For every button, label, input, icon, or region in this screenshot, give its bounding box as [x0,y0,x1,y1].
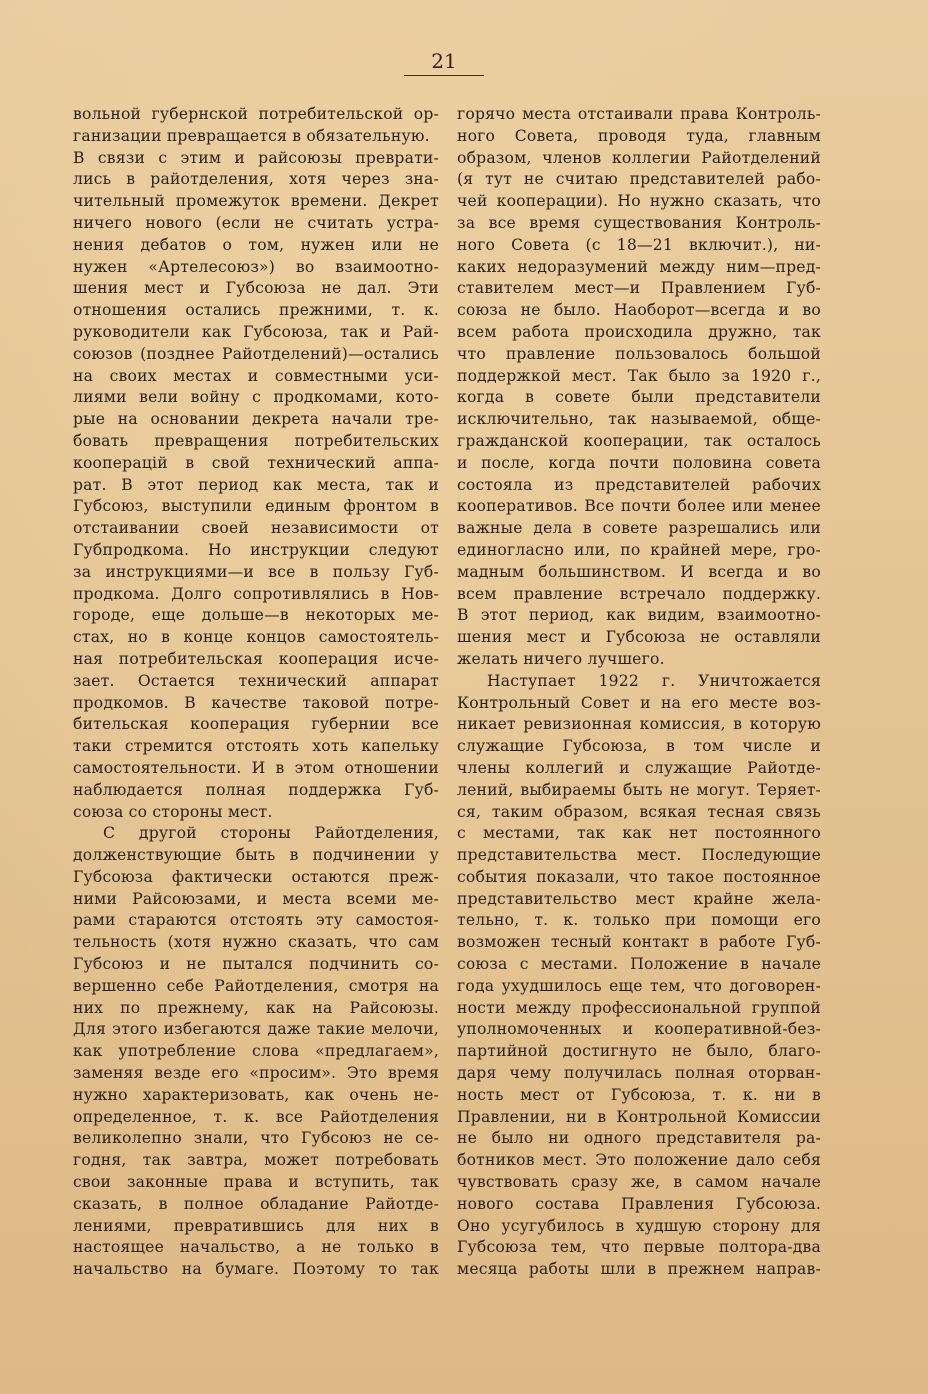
text-line: отстаивании своей независимости от [73,519,439,538]
text-line: члены коллегий и служащие Райотде- [457,758,821,777]
text-line: чительный промежуток времени. Декрет [73,192,439,211]
text-line: годня, так завтра, может потребовать [73,1151,439,1170]
text-line: тельно, т. к. только при помощи его [457,911,821,930]
text-line: единогласно или, по крайней мере, гро- [457,540,821,559]
text-line: всем работа происходила дружно, так [457,322,821,341]
text-line: рые на основании декрета начали тре- [73,410,439,429]
text-line: состояла из представителей рабочих [457,475,821,494]
text-line: сказать, в полное обладание Райотде- [73,1194,439,1213]
text-line: кооперацій в свой технический аппа- [73,453,439,472]
text-line: союза с местами. Положение в начале [457,955,821,974]
text-line: возможен тесный контакт в работе Губ- [457,933,821,952]
text-line: представительство мест крайне жела- [457,889,821,908]
text-line: Губпродкома. Но инструкции следуют [73,540,439,559]
text-line: горячо места отстаивали права Контроль- [457,105,821,123]
text-line: рами стараются отстоять эту самостоя- [73,911,439,930]
text-line: определенное, т. к. все Райотделения [73,1107,439,1126]
text-line: ности между профессиональной группой [457,998,821,1017]
text-line: настоящее начальство, а не только в [73,1238,439,1257]
text-line: служащие Губсоюза, в том числе и [457,737,821,756]
text-line: Губсоюз и не пытался подчинить со- [73,955,439,974]
text-line: чувствовать сразу же, в самом начале [457,1173,821,1192]
text-line: что правление пользовалось большой [457,344,821,363]
text-line: и после, когда почти половина совета [457,453,821,472]
text-line: Для этого избегаются даже такие мелочи, [73,1020,439,1039]
text-line: когда в совете были представители [457,388,821,407]
text-line: ними Райсоюзами, и места всеми ме- [73,889,439,908]
text-line: таки стремится отстоять хоть капельку [73,737,439,756]
text-line: великолепно знали, что Губсоюз не се- [73,1129,439,1148]
text-line: ность мест от Губсоюза, т. к. ни в [457,1085,821,1104]
text-line: нения дебатов о том, нужен или не [73,235,439,254]
text-line: Правлении, ни в Контрольной Комиссии [457,1107,821,1126]
text-line: события показали, что такое постоянное [457,867,821,886]
text-line: шения мест и Губсоюза не дал. Эти [73,279,439,298]
text-line: (я тут не считаю представителей рабо- [457,170,821,189]
left-text-column [73,104,439,1281]
text-line: рат. В этот период как места, так и [73,475,439,494]
text-line: каких недоразумений между ним—пред- [457,257,821,276]
text-line: даря чему получилась полная оторван- [457,1064,821,1083]
text-line: за все время существования Контроль- [457,213,821,232]
text-line: продкомов. В качестве таковой потре- [73,693,439,712]
text-line: вольной губернской потребительской ор- [73,105,439,123]
text-line: ничего нового (если не считать устра- [73,213,439,232]
page-number-rule [404,75,484,76]
text-line: союза не было. Наоборот—всегда и во [457,301,821,320]
text-line: В этот период, как видим, взаимоотно- [457,606,821,625]
text-line: важные дела в совете разрешались или [457,519,821,538]
text-line: нужен «Артелесоюз») во взаимоотно- [73,257,439,276]
text-line: ная потребительская кооперация исче- [73,649,439,668]
text-line: самостоятельности. И в этом отношении [73,758,439,777]
text-line: лений, выбираемы быть не могут. Теряет- [457,780,821,799]
text-line: лись в райотделения, хотя через зна- [73,170,439,189]
text-line: лениями, превратившись для них в [73,1216,439,1235]
text-line: Оно усугубилось в худшую сторону для [457,1216,821,1235]
text-line: Губсоюза тем, что первые полтора-два [457,1238,821,1257]
text-line: наблюдается полная поддержка Губ- [73,780,439,799]
text-line: ся, таким образом, всякая тесная связь [457,802,821,821]
text-line: всем правление встречало поддержку. [457,584,821,603]
text-line: нового состава Правления Губсоюза. [457,1194,821,1213]
text-line: В связи с этим и райсоюзы преврати- [73,148,439,167]
right-text-column [457,104,821,1281]
text-line: никает ревизионная комиссия, в которую [457,715,821,734]
text-line: Контрольный Совет и на его месте воз- [457,693,821,712]
text-line: уполномоченных и кооперативной-без- [457,1020,821,1039]
text-line: заменяя везде его «просим». Это время [73,1064,439,1083]
text-line: Наступает 1922 г. Уничтожается [487,671,821,690]
text-line: месяца работы шли в прежнем направ- [457,1260,821,1279]
text-line: чей кооперации). Но нужно сказать, что [457,192,821,211]
text-line: бовать превращения потребительских [73,431,439,450]
text-line: шения мест и Губсоюза не оставляли [457,628,821,647]
text-line: ганизации превращается в обязательную. [73,126,430,145]
page-number: 21 [431,49,457,73]
text-line: отношения остались прежними, т. к. [73,301,439,320]
text-line: гражданской кооперации, так осталось [457,431,821,450]
text-line: поддержкой мест. Так было за 1920 г., [457,366,821,385]
text-line: кооперативов. Все почти более или менее [457,497,821,516]
text-line: начальство на бумаге. Поэтому то так [73,1260,439,1279]
text-line: образом, членов коллегии Райотделений [457,148,821,167]
text-line: года ухудшилось еще тем, что договорен- [457,976,821,995]
text-line: ного Совета (с 18—21 включит.), ни- [457,235,821,254]
text-line: бительская кооперация губернии все [73,715,439,734]
text-line: долженствующие быть в подчинении у [73,846,439,865]
text-line: с местами, так как нет постоянного [457,824,821,843]
text-line: ботников мест. Это положение дало себя [457,1151,821,1170]
text-line: Губсоюз, выступили единым фронтом в [73,497,439,516]
text-line: городе, еще дольше—в некоторых ме- [73,606,439,625]
text-line: представительства мест. Последующие [457,846,821,865]
text-line: них по прежнему, как на Райсоюзы. [73,998,439,1017]
text-line: не было ни одного представителя ра- [457,1129,821,1148]
text-line: ставителем мест—и Правлением Губ- [457,279,821,298]
text-line: союза со стороны мест. [73,802,273,821]
text-line: продкома. Долго сопротивлялись в Нов- [73,584,439,603]
text-line: свои законные права и вступить, так [73,1173,439,1192]
text-line: союзов (позднее Райотделений)—остались [73,344,439,363]
text-line: стах, но в конце концов самостоятель- [73,628,439,647]
text-line: на своих местах и совместными уси- [73,366,439,385]
text-line: вершенно себе Райотделения, смотря на [73,976,439,995]
text-line: руководители как Губсоюза, так и Рай- [73,322,439,341]
text-line: за инструкциями—и все в пользу Губ- [73,562,439,581]
text-line: зает. Остается технический аппарат [73,671,439,690]
text-line: мадным большинством. И всегда и во [457,562,821,581]
text-line: желать ничего лучшего. [457,649,665,668]
text-line: партийной достигнуто не было, благо- [457,1042,821,1061]
text-line: лиями вели войну с продкомами, кото- [73,388,439,407]
text-line: как употребление слова «предлагаем», [73,1042,439,1061]
text-line: тельность (хотя нужно сказать, что сам [73,933,439,952]
text-line: нужно характеризовать, как очень не- [73,1085,439,1104]
text-line: Губсоюза фактически остаются преж- [73,867,439,886]
text-line: С другой стороны Райотделения, [103,824,439,843]
text-line: ного Совета, проводя туда, главным [457,126,821,145]
text-line: исключительно, так называемой, обще- [457,410,821,429]
